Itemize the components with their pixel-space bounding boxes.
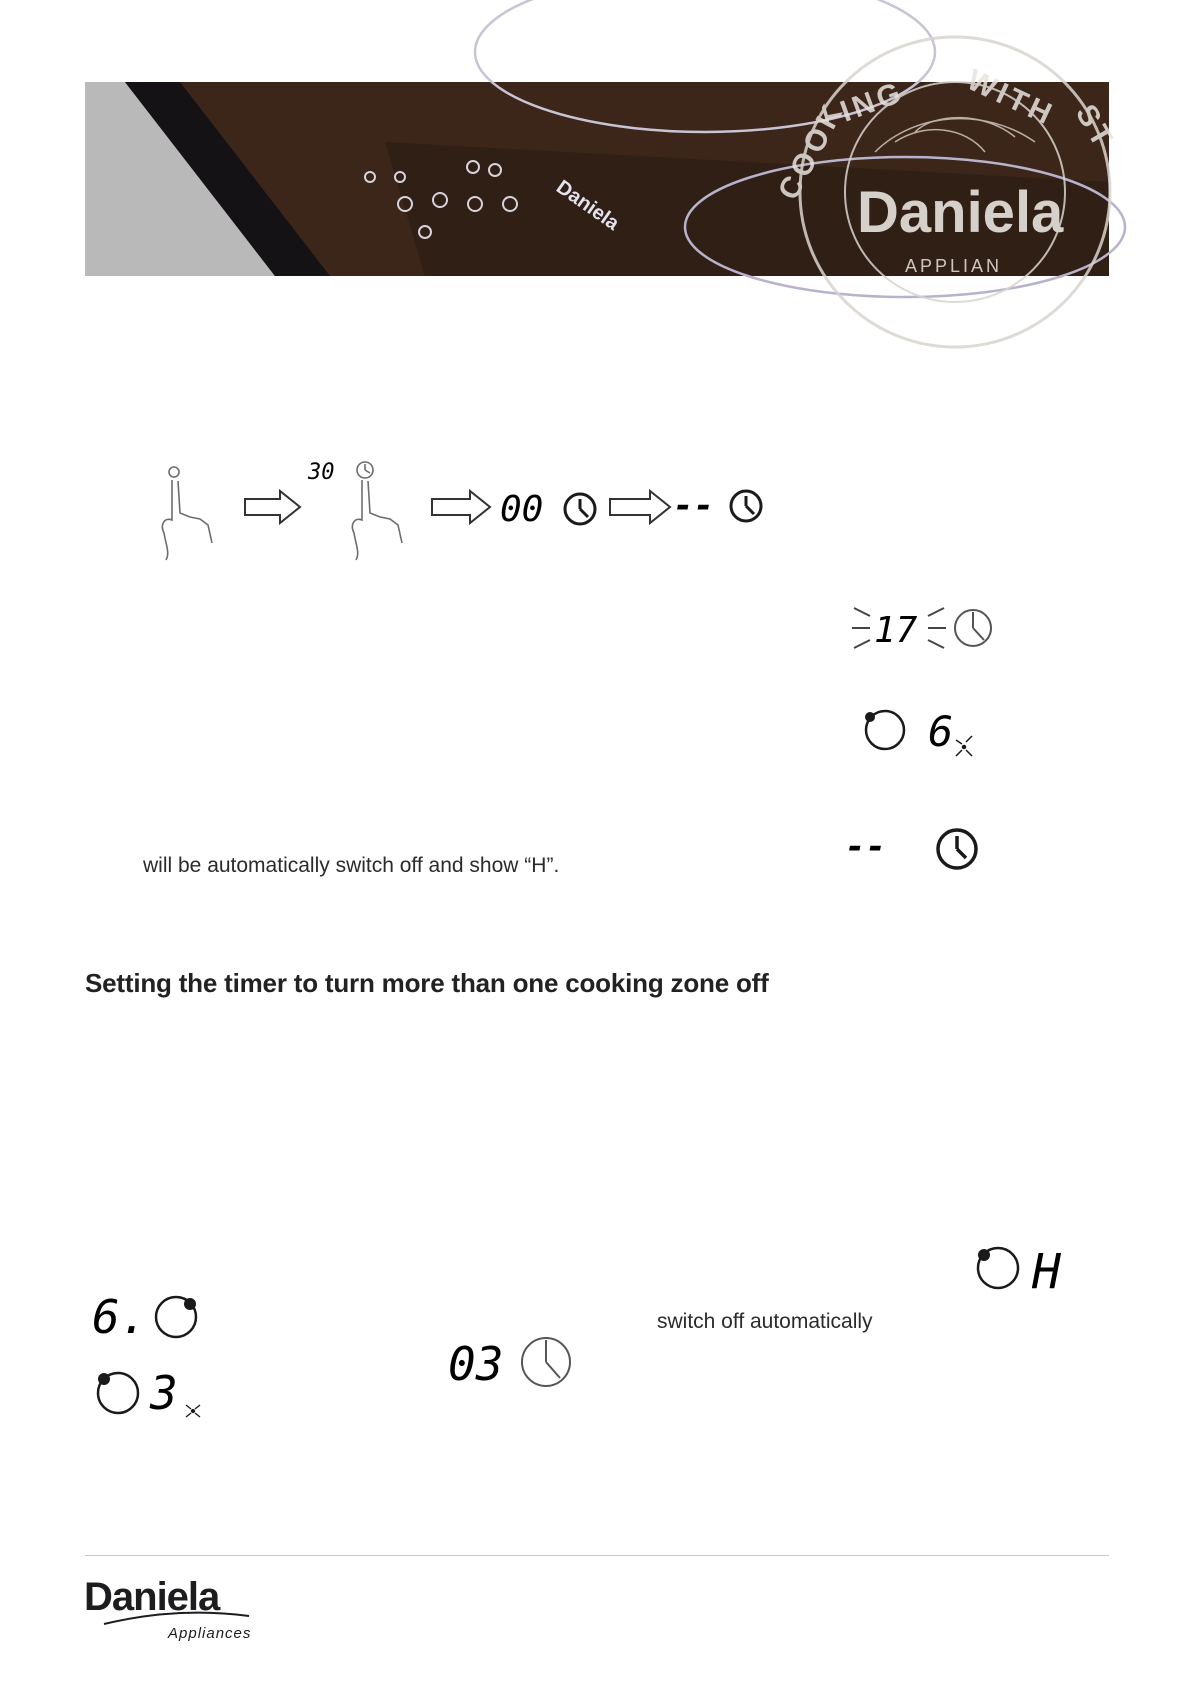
zone-level-display — [860, 700, 1000, 760]
section-heading: Setting the timer to turn more than one cooking zone off — [85, 968, 769, 998]
clock-icon — [522, 1338, 570, 1386]
blinking-value: 17 — [874, 610, 918, 651]
switch-off-note: switch off automatically — [657, 1310, 873, 1333]
zone-indicator-icon — [156, 1297, 196, 1337]
zone-a-level: 6. — [92, 1290, 148, 1344]
blink-star-icon — [186, 1405, 200, 1417]
zone-indicator-icon — [865, 711, 904, 749]
svg-text:ING: ING — [836, 75, 909, 129]
panel-brand-text: Daniela — [552, 176, 624, 235]
clock-icon — [955, 610, 991, 646]
clock-icon — [731, 491, 761, 521]
arrow-right-icon — [432, 491, 490, 523]
svg-text:APPLIAN: APPLIAN — [905, 256, 1003, 276]
auto-off-note: will be automatically switch off and show “H”. — [143, 854, 560, 877]
finger-touch-icon — [162, 467, 212, 560]
display-off: -- — [673, 486, 714, 526]
footer-brand: Daniela — [84, 1575, 220, 1619]
svg-text:WITH: WITH — [962, 63, 1060, 133]
footer-sub: Appliances — [168, 1625, 252, 1642]
timer-03-display — [448, 1332, 578, 1392]
svg-text:COOK: COOK — [772, 96, 851, 206]
timer-off-sequence — [150, 455, 790, 565]
zone-h-display — [970, 1238, 1080, 1298]
header-banner — [85, 63, 1121, 276]
zone-indicator-icon — [98, 1373, 138, 1413]
timer-off-display — [845, 822, 995, 877]
clock-icon — [565, 494, 595, 524]
display-zero: 00 — [500, 489, 544, 530]
zone-b-level: 3 — [150, 1366, 178, 1420]
blink-star-icon — [956, 736, 972, 756]
seal-brand-text: Daniela — [857, 180, 1064, 245]
zone-level: 6 — [928, 707, 954, 756]
zone-off-letter: H — [1032, 1244, 1061, 1300]
zone-indicator-icon — [978, 1248, 1018, 1288]
zone-displays — [88, 1285, 218, 1425]
svg-text:ST: ST — [1068, 99, 1121, 156]
footer-logo — [84, 1572, 264, 1644]
arrow-right-icon — [610, 491, 670, 523]
arrow-right-icon — [245, 491, 300, 523]
blinking-timer-display — [848, 598, 1008, 658]
clock-icon — [938, 830, 976, 868]
timer-off-value: -- — [845, 827, 886, 867]
finger-touch-clock-icon — [352, 462, 402, 560]
preset-value: 30 — [308, 460, 335, 485]
footer-divider — [85, 1555, 1109, 1556]
timer-value: 03 — [448, 1337, 504, 1391]
